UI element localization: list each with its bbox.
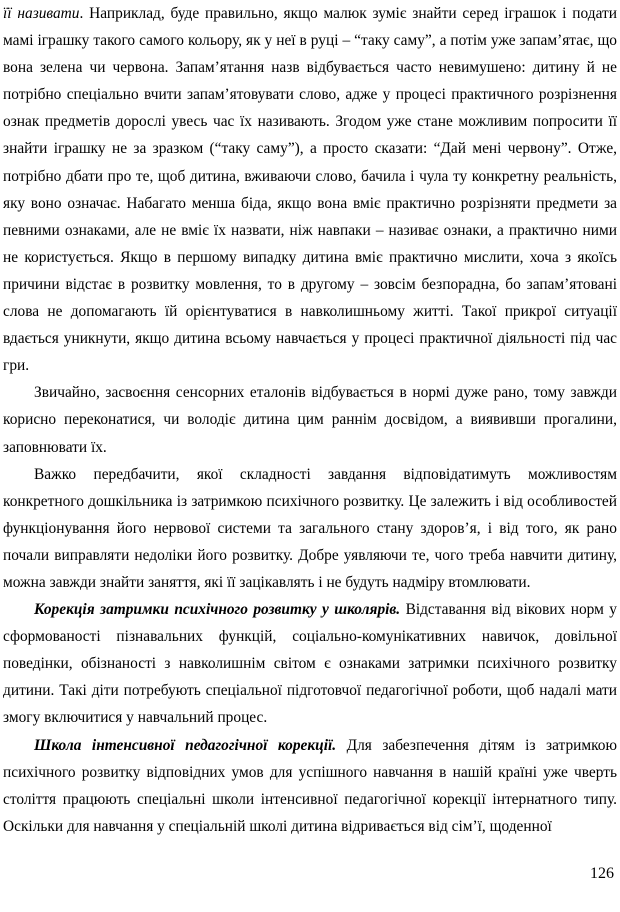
section-heading-school-correction: Корекція затримки психічного розвитку у школярів. <box>34 601 401 619</box>
page-number: 126 <box>590 865 614 882</box>
italic-lead-phrase: її називати <box>3 5 80 22</box>
paragraph-body: Відставання від вікових норм у сформованості пізнавальних функцій, соціально-комунікативних навичок, довільної поведінки, обізнаності з навколишнім світом є ознаками затримки психічного розвитку дитини. Такі діти потребують спеціальної підготовчої педагогічної роботи, щоб надалі мати змогу включитися у навчальний процес. <box>3 601 617 727</box>
paragraph-preschool-tasks: Важко передбачити, якої складності завдання відповідатимуть можливостям конкретного дошкільника із затримкою психічного розвитку. Це залежить і від особливостей функціонування його нервової системи та загального стану здоров’я, і від того, як рано почали виправляти недоліки його розвитку. Добре уявляючи те, чого треба навчити дитину, можна завжди знайти заняття, які її зацікавлять і не будуть надміру втомлювати. <box>3 465 617 591</box>
paragraph-sensory-naming <box>3 0 617 379</box>
paragraph-body: . Наприклад, буде правильно, якщо малюк зуміє знайти серед іграшок і подати мамі іграшку такого самого кольору, як у неї в руці – “таку саму”, а потім уже запам’ятає, що вона зелена чи червона. Запам’ятання назв відбувається часто невимушено: дитину й не потрібно спеціально вчити запам’ятовувати слово, адже у процесі практичного розрізнення ознак предметів дорослі увесь час їх називають. Згодом уже стане можливим попросити її знайти іграшку не за зразком (“таку саму”), а просто сказати: “Дай мені червону”. Отже, потрібно дбати про те, щоб дитина, вживаючи слово, бачила і чула ту конкретну реальність, яку воно означає. Набагато менша біда, якщо вона вміє практично розрізняти предмети за певними ознаками, але не вміє їх назвати, ніж навпаки – називає ознаки, а практично ними не користується. Якщо в першому випадку дитина вміє практично мислити, хоча з якоїсь причини відстає в розвитку мовлення, то в другому – зовсім безпорадна, бо запам’ятовані слова не допомагають їй орієнтуватися в навколишньому житті. Такої прикрої ситуації вдається уникнути, якщо дитина всьому навчається у процесі практичної діяльності під час гри. <box>3 5 617 375</box>
document-page <box>3 0 617 840</box>
paragraph-sensory-standards: Звичайно, засвоєння сенсорних еталонів відбувається в нормі дуже рано, тому завжди корисно переконатися, чи володіє дитина цим раннім досвідом, а виявивши прогалини, заповнювати їх. <box>3 384 617 456</box>
paragraph-school-correction <box>3 596 617 731</box>
paragraph-body: Для забезпечення дітям із затримкою психічного розвитку відповідних умов для успішного навчання в нашій країні уже чверть століття працюють спеціальні школи інтенсивної педагогічної корекції інтернатного типу. Оскільки для навчання у спеціальній школі дитина відривається від сім’ї, щоденної <box>3 736 618 835</box>
section-heading-intensive-school: Школа інтенсивної педагогічної корекції. <box>34 736 337 754</box>
paragraph-intensive-school <box>3 732 617 840</box>
